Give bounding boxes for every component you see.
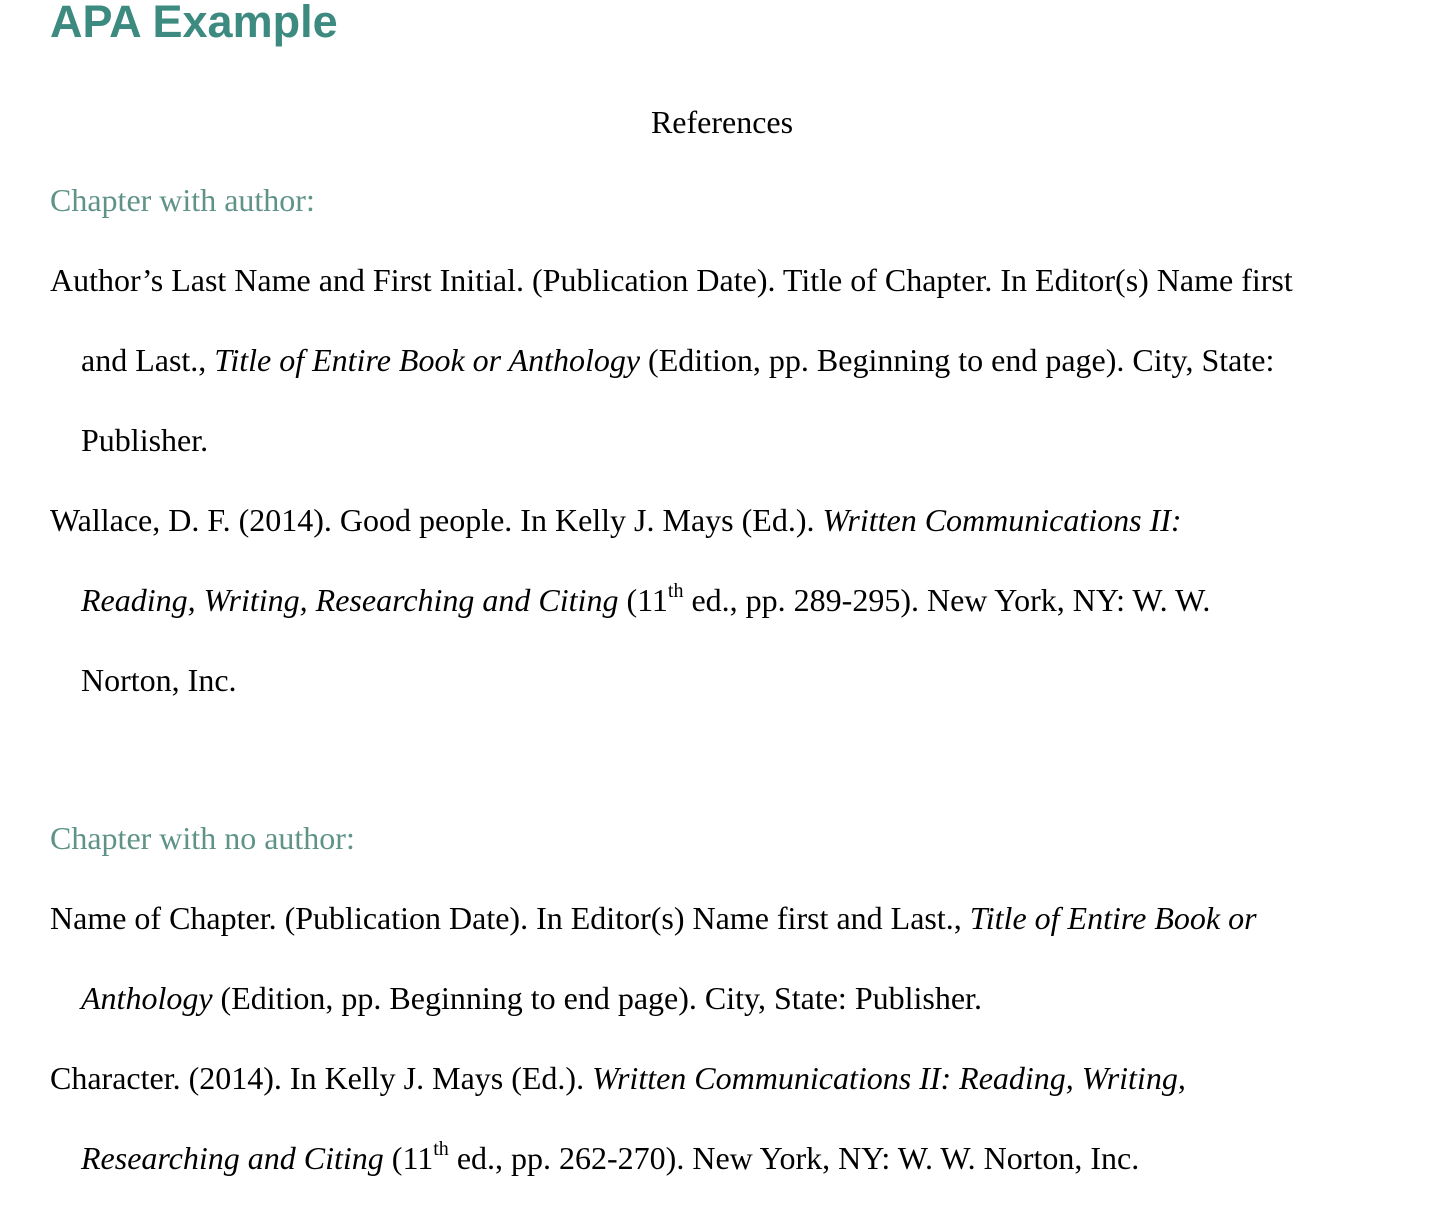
entry-line: [50, 1118, 1410, 1198]
entry-text: (Edition, pp. Beginning to end page). City, State: Publisher.: [212, 980, 982, 1016]
entry-text: (Edition, pp. Beginning to end page). City, State:: [640, 342, 1275, 378]
entry-line: [50, 640, 1410, 720]
entry-line: [50, 560, 1410, 640]
book-title: Anthology: [81, 980, 213, 1016]
entry-line: [50, 1038, 1410, 1118]
entry-line: [50, 400, 1410, 480]
entry-text: ed., pp. 289-295). New York, NY: W. W.: [683, 582, 1211, 618]
entry-text: (11: [383, 1140, 434, 1176]
reference-entry-example-wallace: [50, 480, 1410, 720]
entry-text: Publisher.: [81, 422, 209, 458]
entry-text: Norton, Inc.: [81, 662, 237, 698]
page-title: APA Example: [50, 0, 338, 47]
reference-entry-template-no-author: [50, 878, 1410, 1038]
book-title: Title of Entire Book or: [969, 900, 1257, 936]
section-heading-chapter-with-author: Chapter with author:: [50, 182, 315, 218]
reference-entry-template-with-author: [50, 240, 1410, 480]
entry-text: (11: [618, 582, 668, 618]
entry-line: [50, 480, 1410, 560]
entry-text: Wallace, D. F. (2014). Good people. In Kelly J. Mays (Ed.).: [50, 502, 823, 538]
book-title: Researching and Citing: [81, 1140, 384, 1176]
ordinal-superscript: th: [667, 580, 684, 603]
book-title: Written Communications II:: [822, 502, 1182, 538]
references-heading: References: [650, 104, 794, 140]
entry-text: Character. (2014). In Kelly J. Mays (Ed.).: [50, 1060, 593, 1096]
book-title: Reading, Writing, Researching and Citing: [81, 582, 619, 618]
book-title: Title of Entire Book or Anthology: [214, 342, 641, 378]
entry-line: [50, 878, 1410, 958]
ordinal-superscript: th: [433, 1138, 449, 1161]
entry-line: [50, 320, 1410, 400]
entry-line: [50, 240, 1410, 320]
reference-entry-example-character: [50, 1038, 1410, 1198]
entry-line: [50, 958, 1410, 1038]
book-title: Written Communications II: Reading, Writing,: [592, 1060, 1186, 1096]
section-heading-chapter-with-no-author: Chapter with no author:: [50, 820, 355, 856]
entry-text: ed., pp. 262-270). New York, NY: W. W. Norton, Inc.: [448, 1140, 1140, 1176]
entry-text: and Last.,: [81, 342, 215, 378]
entry-text: Author’s Last Name and First Initial. (Publication Date). Title of Chapter. In Editor(s) Name first: [50, 262, 1293, 298]
entry-text: Name of Chapter. (Publication Date). In Editor(s) Name first and Last.,: [50, 900, 970, 936]
